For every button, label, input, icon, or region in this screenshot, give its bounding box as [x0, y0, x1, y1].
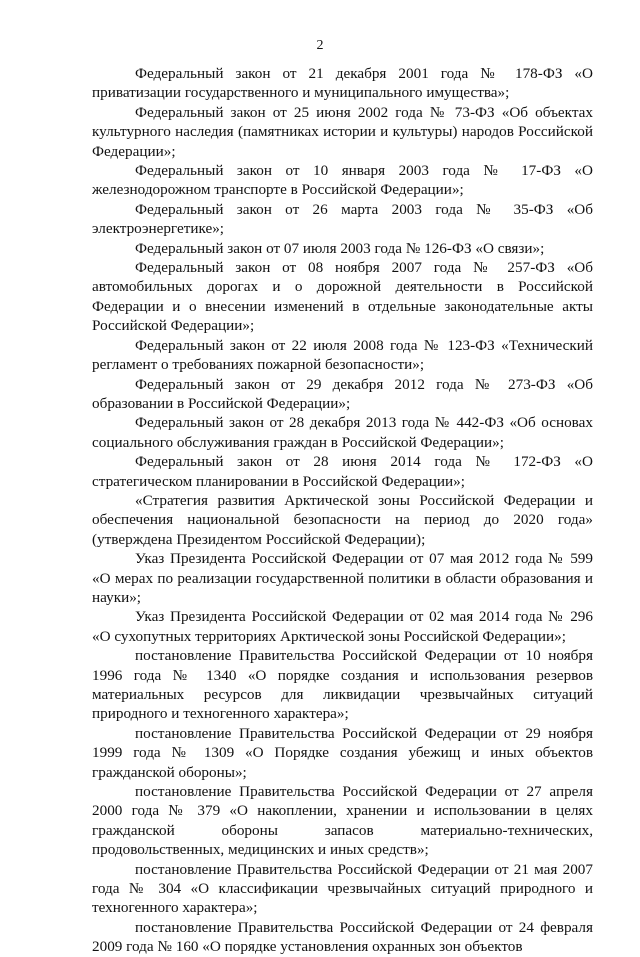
paragraph: Федеральный закон от 22 июля 2008 года № 123-ФЗ «Технический регламент о требованиях пожарной безопасности»;: [92, 336, 593, 374]
paragraph: «Стратегия развития Арктической зоны Российской Федерации и обеспечения национальной безопасности на период до 2020 года» (утверждена Президентом Российской Федерации);: [92, 491, 593, 548]
paragraph: Федеральный закон от 21 декабря 2001 года № 178-ФЗ «О приватизации государственного и муниципального имущества»;: [92, 65, 593, 102]
paragraph: Указ Президента Российской Федерации от 02 мая 2014 года № 296 «О сухопутных территориях Арктической зоны Российской Федерации»;: [92, 608, 593, 645]
paragraph: Федеральный закон от 07 июля 2003 года № 126-ФЗ «О связи»;: [135, 239, 545, 257]
paragraph: Федеральный закон от 26 марта 2003 года № 35-ФЗ «Об электроэнергетике»;: [92, 200, 593, 238]
paragraph: Федеральный закон от 29 декабря 2012 года № 273-ФЗ «Об образовании в Российской Федерации»;: [92, 375, 593, 412]
paragraph: Федеральный закон от 25 июня 2002 года № 73-ФЗ «Об объектах культурного наследия (памятниках истории и культуры) народов Российской Федерации»;: [92, 103, 593, 160]
document-body: [92, 64, 593, 957]
paragraph: Федеральный закон от 10 января 2003 года № 17-ФЗ «О железнодорожном транспорте в Российской Федерации»;: [92, 162, 593, 199]
paragraph: Указ Президента Российской Федерации от 07 мая 2012 года № 599 «О мерах по реализации государственной политики в области образования и науки»;: [92, 550, 593, 606]
paragraph: постановление Правительства Российской Федерации от 24 февраля 2009 года № 160 «О порядке установления охранных зон объектов: [92, 918, 593, 956]
paragraph: Федеральный закон от 08 ноября 2007 года № 257-ФЗ «Об автомобильных дорогах и о дорожной деятельности в Российской Федерации и о внесении изменений в отдельные законодательные акты Российской Федерации»;: [92, 259, 593, 335]
paragraph: Федеральный закон от 28 июня 2014 года № 172-ФЗ «О стратегическом планировании в Российской Федерации»;: [92, 453, 593, 490]
paragraph: постановление Правительства Российской Федерации от 21 мая 2007 года № 304 «О классификации чрезвычайных ситуаций природного и техногенного характера»;: [92, 860, 593, 917]
paragraph: постановление Правительства Российской Федерации от 29 ноября 1999 года № 1309 «О Порядке создания убежищ и иных объектов гражданской обороны»;: [92, 724, 593, 781]
page-number: 2: [316, 38, 324, 53]
paragraph: постановление Правительства Российской Федерации от 10 ноября 1996 года № 1340 «О порядке создания и использования резервов материальных ресурсов для ликвидации чрезвычайных ситуаций природного и техногенного характера»;: [92, 647, 593, 723]
paragraph: Федеральный закон от 28 декабря 2013 года № 442-ФЗ «Об основах социального обслуживания граждан в Российской Федерации»;: [92, 414, 593, 451]
paragraph: постановление Правительства Российской Федерации от 27 апреля 2000 года № 379 «О накоплении, хранении и использовании в целях гражданской обороны запасов материально-технических, продовольственных, медицинских и иных средств»;: [92, 783, 593, 859]
